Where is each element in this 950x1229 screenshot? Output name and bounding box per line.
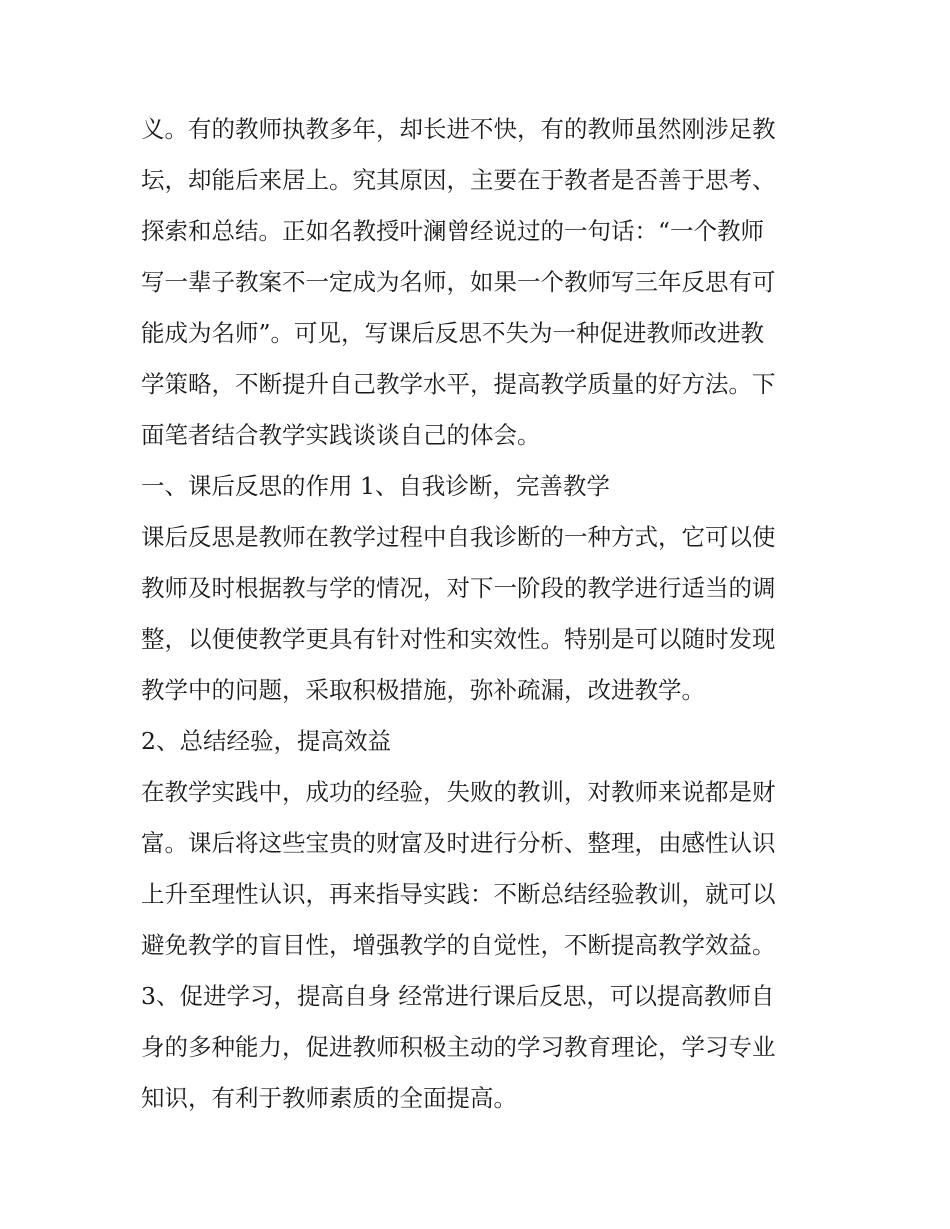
text-line: 上升至理性认识，再来指导实践：不断总结经验教训，就可以: [141, 880, 776, 908]
text-line: 在教学实践中，成功的经验，失败的教训，对教师来说都是财: [141, 778, 776, 806]
text-line: 知识，有利于教师素质的全面提高。: [141, 1084, 517, 1112]
text-line: 探索和总结。正如名教授叶澜曾经说过的一句话：“一个教师: [141, 217, 765, 245]
text-line: 学策略，不断提升自己教学水平，提高教学质量的好方法。下: [141, 370, 776, 398]
text-line: 面笔者结合教学实践谈谈自己的体会。: [141, 421, 541, 449]
section-heading: 一、课后反思的作用 1、自我诊断，完善教学: [141, 472, 610, 500]
text-line: 坛，却能后来居上。究其原因，主要在于教者是否善于思考、: [141, 166, 776, 194]
text-line: 写一辈子教案不一定成为名师，如果一个教师写三年反思有可: [141, 268, 776, 296]
text-line: 身的多种能力，促进教师积极主动的学习教育理论，学习专业: [141, 1033, 776, 1061]
subsection-heading: 3、促进学习，提高自身 经常进行课后反思，可以提高教师自: [141, 982, 775, 1010]
body-text: [141, 104, 821, 1124]
subsection-heading: 2、总结经验，提高效益: [141, 727, 391, 755]
text-line: 富。课后将这些宝贵的财富及时进行分析、整理，由感性认识: [141, 829, 776, 857]
text-line: 教学中的问题，采取积极措施，弥补疏漏，改进教学。: [141, 676, 705, 704]
text-line: 整，以便使教学更具有针对性和实效性。特别是可以随时发现: [141, 625, 776, 653]
text-line: 能成为名师”。可见，写课后反思不失为一种促进教师改进教: [141, 319, 765, 347]
text-line: 义。有的教师执教多年，却长进不快，有的教师虽然刚涉足教: [141, 115, 776, 143]
text-line: 避免教学的盲目性，增强教学的自觉性，不断提高教学效益。: [141, 931, 776, 959]
text-line: 课后反思是教师在教学过程中自我诊断的一种方式，它可以使: [141, 523, 776, 551]
text-line: 教师及时根据教与学的情况，对下一阶段的教学进行适当的调: [141, 574, 776, 602]
